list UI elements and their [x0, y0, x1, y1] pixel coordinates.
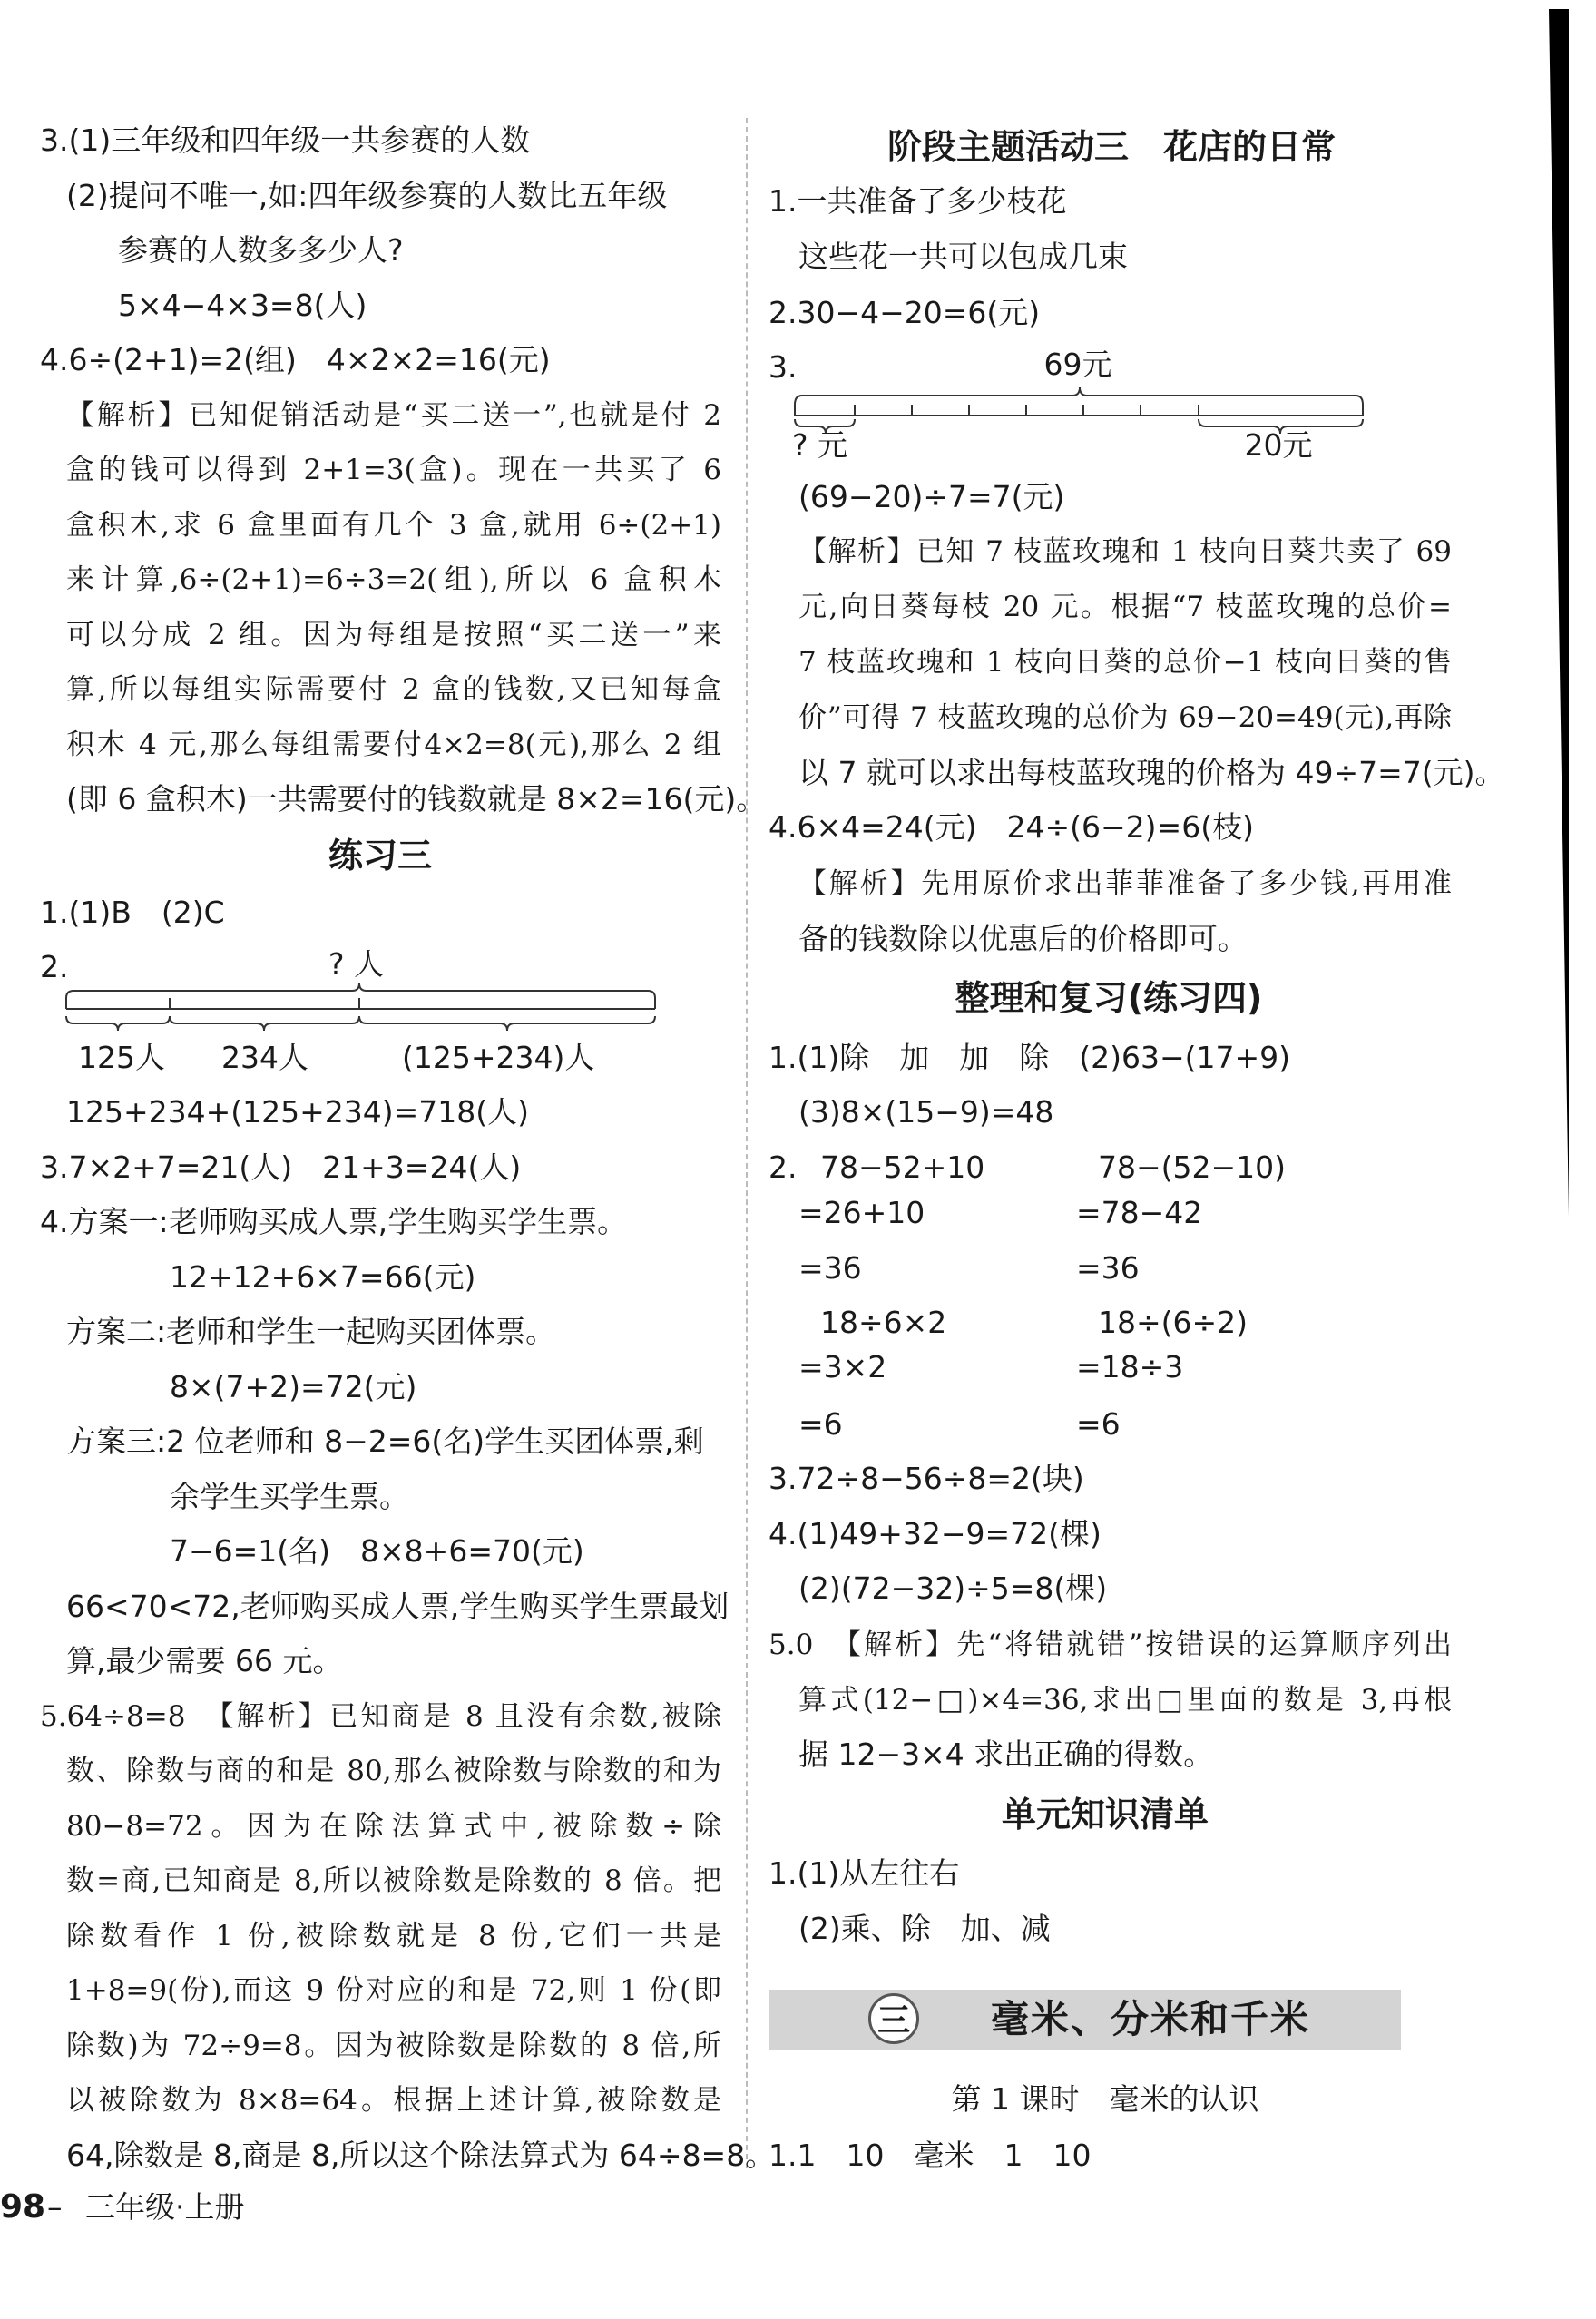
- top-brace: [795, 387, 1363, 405]
- section-heading: 阶段主题活动三 花店的日常: [886, 127, 1337, 167]
- analysis-line: 算,所以每组实际需要付 2 盒的钱数,又已知每盒: [66, 673, 721, 706]
- answer-line: =3×2: [798, 1349, 887, 1385]
- answer-line: 1.1 10 毫米 1 10: [769, 2138, 1092, 2173]
- chapter-number-badge: 三: [868, 1993, 919, 2044]
- book-title: 三年级·上册: [85, 2189, 245, 2225]
- diagram-label: ? 元: [792, 427, 848, 463]
- answer-line: =18÷3: [1076, 1349, 1184, 1385]
- answer-line: =26+10: [798, 1195, 925, 1230]
- answer-line: 7−6=1(名) 8×8+6=70(元): [170, 1533, 584, 1569]
- answer-line: 18÷(6÷2): [1098, 1305, 1248, 1340]
- answer-line: 算,最少需要 66 元。: [66, 1643, 343, 1678]
- analysis-line: 盒积木,求 6 盒里面有几个 3 盒,就用 6÷(2+1): [66, 509, 721, 542]
- lesson-heading: 第 1 课时 毫米的认识: [951, 2081, 1259, 2117]
- answer-line: 3.7×2+7=21(人) 21+3=24(人): [40, 1150, 522, 1185]
- answer-line: 3.72÷8−56÷8=2(块): [769, 1461, 1084, 1496]
- section-heading: 练习三: [328, 836, 433, 876]
- analysis-line: 备的钱数除以优惠后的价格即可。: [798, 921, 1248, 956]
- answer-line: =36: [798, 1250, 862, 1286]
- answer-line: =6: [798, 1406, 843, 1442]
- answer-line: 方案二:老师和学生一起购买团体票。: [66, 1314, 556, 1349]
- answer-line: 4.6÷(2+1)=2(组) 4×2×2=16(元): [40, 342, 551, 377]
- diagram-label: 234人: [221, 1040, 308, 1075]
- analysis-line: 7 枝蓝玫瑰和 1 枝向日葵的总价−1 枝向日葵的售: [798, 646, 1452, 679]
- answer-line: 12+12+6×7=66(元): [170, 1259, 476, 1295]
- analysis-line: 据 12−3×4 求出正确的得数。: [798, 1737, 1214, 1772]
- analysis-line: 5.64÷8=8 【解析】已知商是 8 且没有余数,被除: [40, 1700, 721, 1733]
- analysis-line: 【解析】已知促销活动是“买二送一”,也就是付 2: [66, 399, 721, 432]
- answer-line: 4.6×4=24(元) 24÷(6−2)=6(枝): [769, 809, 1254, 845]
- section-heading: 整理和复习(练习四): [955, 978, 1263, 1018]
- analysis-line: (即 6 盒积木)一共需要付的钱数就是 8×2=16(元)。: [66, 781, 767, 817]
- answer-line: 18÷6×2: [820, 1305, 947, 1340]
- answer-line: (3)8×(15−9)=48: [798, 1094, 1054, 1130]
- chapter-title: 毫米、分米和千米: [991, 1997, 1311, 2041]
- analysis-line: 来计算,6÷(2+1)=6÷3=2(组),所以 6 盒积木: [66, 563, 721, 596]
- analysis-line: 数、除数与商的和是 80,那么被除数与除数的和为: [66, 1755, 721, 1787]
- answer-line: 1.(1)除 加 加 除 (2)63−(17+9): [769, 1040, 1291, 1075]
- diagram-label: (125+234)人: [402, 1040, 595, 1075]
- answer-line: (69−20)÷7=7(元): [798, 479, 1065, 514]
- analysis-line: 元,向日葵每枝 20 元。根据“7 枝蓝玫瑰的总价=: [798, 591, 1452, 623]
- answer-line: 2.30−4−20=6(元): [769, 295, 1041, 330]
- answer-line: (2)乘、除 加、减: [798, 1911, 1051, 1946]
- answer-line: 4.(1)49+32−9=72(棵): [769, 1516, 1102, 1551]
- diagram-label: 125人: [78, 1040, 165, 1075]
- analysis-line: 算式(12−□)×4=36,求出□里面的数是 3,再根: [798, 1684, 1452, 1717]
- bottom-brace: [170, 1016, 359, 1031]
- answer-line: 3.(1)三年级和四年级一共参赛的人数: [40, 122, 531, 158]
- answer-line: 余学生买学生票。: [170, 1479, 409, 1514]
- answer-line: =6: [1076, 1406, 1121, 1442]
- answer-line: 78−(52−10): [1098, 1150, 1287, 1185]
- analysis-line: 【解析】先用原价求出菲菲准备了多少钱,再用准: [798, 867, 1452, 900]
- diagram-label: ? 人: [328, 946, 385, 982]
- analysis-line: 1+8=9(份),而这 9 份对应的和是 72,则 1 份(即: [66, 1974, 721, 2007]
- footer-dash: –: [47, 2189, 63, 2225]
- answer-line: (2)提问不唯一,如:四年级参赛的人数比五年级: [66, 178, 668, 213]
- answer-line: 2.: [769, 1150, 798, 1185]
- answer-line: =78−42: [1076, 1195, 1203, 1230]
- segment-diagram-people: [66, 983, 655, 1031]
- answer-line: 1.(1)B (2)C: [40, 895, 225, 930]
- analysis-line: 盒的钱可以得到 2+1=3(盒)。现在一共买了 6: [66, 454, 721, 486]
- analysis-line: 【解析】已知 7 枝蓝玫瑰和 1 枝向日葵共卖了 69: [798, 535, 1452, 568]
- diagram-label: 69元: [1043, 347, 1112, 382]
- answer-line: 1.一共准备了多少枝花: [769, 183, 1067, 219]
- top-brace: [66, 983, 655, 998]
- answer-line: 125+234+(125+234)=718(人): [66, 1094, 530, 1130]
- bottom-brace: [66, 1016, 170, 1031]
- answer-line: 这些花一共可以包成几束: [798, 239, 1128, 274]
- answer-line: (2)(72−32)÷5=8(棵): [798, 1570, 1108, 1606]
- analysis-line: 5.0 【解析】先“将错就错”按错误的运算顺序列出: [769, 1629, 1452, 1661]
- answer-line: 3.: [769, 349, 798, 385]
- answer-line: 5×4−4×3=8(人): [118, 288, 367, 323]
- analysis-line: 以 7 就可以求出每枝蓝玫瑰的价格为 49÷7=7(元)。: [798, 755, 1505, 790]
- diagram-label: 20元: [1244, 427, 1313, 463]
- answer-line: 8×(7+2)=72(元): [170, 1369, 417, 1404]
- analysis-line: 除数)为 72÷9=8。因为被除数是除数的 8 倍,所: [66, 2030, 721, 2062]
- chapter-banner: [769, 1990, 1401, 2050]
- answer-line: 66<70<72,老师购买成人票,学生购买学生票最划: [66, 1589, 729, 1624]
- analysis-line: 80−8=72。因为在除法算式中,被除数÷除: [66, 1810, 721, 1843]
- page-number: 98: [0, 2188, 46, 2226]
- analysis-line: 积木 4 元,那么每组需要付4×2=8(元),那么 2 组: [66, 729, 721, 761]
- answer-line: 1.(1)从左往右: [769, 1855, 960, 1891]
- answer-line: 参赛的人数多多少人?: [118, 232, 404, 268]
- answer-line: 2.: [40, 949, 69, 984]
- answer-line: 方案三:2 位老师和 8−2=6(名)学生买团体票,剩: [66, 1424, 704, 1459]
- answer-line: =36: [1076, 1250, 1140, 1286]
- analysis-line: 64,除数是 8,商是 8,所以这个除法算式为 64÷8=8。: [66, 2138, 776, 2173]
- section-heading: 单元知识清单: [1001, 1795, 1209, 1835]
- analysis-line: 数=商,已知商是 8,所以被除数是除数的 8 倍。把: [66, 1864, 721, 1897]
- page-edge-shadow: [1549, 9, 1569, 1216]
- answer-line: 4.方案一:老师购买成人票,学生购买学生票。: [40, 1204, 628, 1239]
- analysis-line: 除数看作 1 份,被除数就是 8 份,它们一共是: [66, 1920, 721, 1952]
- analysis-line: 可以分成 2 组。因为每组是按照“买二送一”来: [66, 619, 721, 651]
- analysis-line: 以被除数为 8×8=64。根据上述计算,被除数是: [66, 2084, 721, 2117]
- bottom-brace: [359, 1016, 655, 1031]
- analysis-line: 价”可得 7 枝蓝玫瑰的总价为 69−20=49(元),再除: [798, 701, 1452, 734]
- answer-line: 78−52+10: [820, 1150, 985, 1185]
